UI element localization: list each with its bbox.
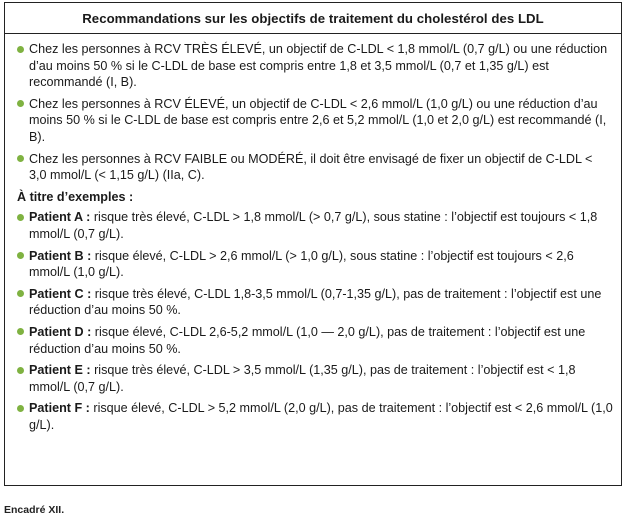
bullet-icon xyxy=(17,100,24,107)
recommendation-text: Chez les personnes à RCV FAIBLE ou MODÉRÉ, il doit être envisagé de fixer un objectif de C-LDL < 3,0 mmol/L (< 1,15 g/L) (IIa, C). xyxy=(29,151,593,183)
recommendation-item xyxy=(17,96,613,146)
patient-text: risque très élevé, C-LDL > 3,5 mmol/L (1,35 g/L), pas de traitement : l’objectif est < 1,8 mmol/L (0,7 g/L). xyxy=(29,363,576,394)
patient-label: Patient E : xyxy=(29,363,91,378)
patient-text: risque élevé, C-LDL > 5,2 mmol/L (2,0 g/L), pas de traitement : l’objectif est < 2,6 mmol/L (1,0 g/L). xyxy=(29,401,613,432)
patient-text: risque élevé, C-LDL 2,6-5,2 mmol/L (1,0 — 2,0 g/L), pas de traitement : l’objectif est une réduction d’au moins 50 %. xyxy=(29,324,586,356)
patient-label: Patient A : xyxy=(29,210,91,225)
recommendation-text: Chez les personnes à RCV TRÈS ÉLEVÉ, un objectif de C-LDL < 1,8 mmol/L (0,7 g/L) ou une réduction d’au moins 50 % si le C-LDL de base est compris entre 1,8 et 3,5 mmol/L (0,7 et 1,35 g/L) est recommandé (I, B). xyxy=(29,42,608,90)
recommendations-box xyxy=(4,2,622,486)
bullet-icon xyxy=(17,46,24,53)
box-content xyxy=(5,34,621,433)
patient-item xyxy=(17,209,613,242)
patient-item xyxy=(17,362,613,395)
recommendation-text: Chez les personnes à RCV ÉLEVÉ, un objectif de C-LDL < 2,6 mmol/L (1,0 g/L) ou une réduction d’au moins 50 % si le C-LDL de base est compris entre 2,6 et 5,2 mmol/L (1,0 et 2,0 g/L) est recommandé (I, B). xyxy=(29,96,607,144)
patient-text: risque élevé, C-LDL > 2,6 mmol/L (> 1,0 g/L), sous statine : l’objectif est toujours < 2,6 mmol/L (1,0 g/L). xyxy=(29,248,574,280)
patient-label: Patient F : xyxy=(29,401,90,416)
examples-heading: À titre d’exemples : xyxy=(17,189,134,204)
bullet-icon xyxy=(17,367,24,374)
recommendation-item xyxy=(17,41,613,91)
recommendation-item xyxy=(17,151,613,184)
bullet-icon xyxy=(17,328,24,335)
bullet-icon xyxy=(17,214,24,221)
bullet-icon xyxy=(17,405,24,412)
patient-item xyxy=(17,400,613,433)
bullet-icon xyxy=(17,252,24,259)
figure-caption: Encadré XII. xyxy=(4,504,65,516)
patient-text: risque très élevé, C-LDL > 1,8 mmol/L (> 0,7 g/L), sous statine : l’objectif est toujours < 1,8 mmol/L (0,7 g/L). xyxy=(29,210,598,241)
patient-item xyxy=(17,324,613,357)
patient-label: Patient B : xyxy=(29,248,92,263)
bullet-icon xyxy=(17,290,24,297)
box-title: Recommandations sur les objectifs de traitement du cholestérol des LDL xyxy=(5,3,621,34)
patient-item xyxy=(17,248,613,281)
patient-item xyxy=(17,286,613,319)
patient-label: Patient D : xyxy=(29,324,92,339)
patient-label: Patient C : xyxy=(29,286,92,301)
patient-text: risque très élevé, C-LDL 1,8-3,5 mmol/L (0,7-1,35 g/L), pas de traitement : l’objectif est une réduction d’au moins 50 %. xyxy=(29,286,602,318)
bullet-icon xyxy=(17,155,24,162)
